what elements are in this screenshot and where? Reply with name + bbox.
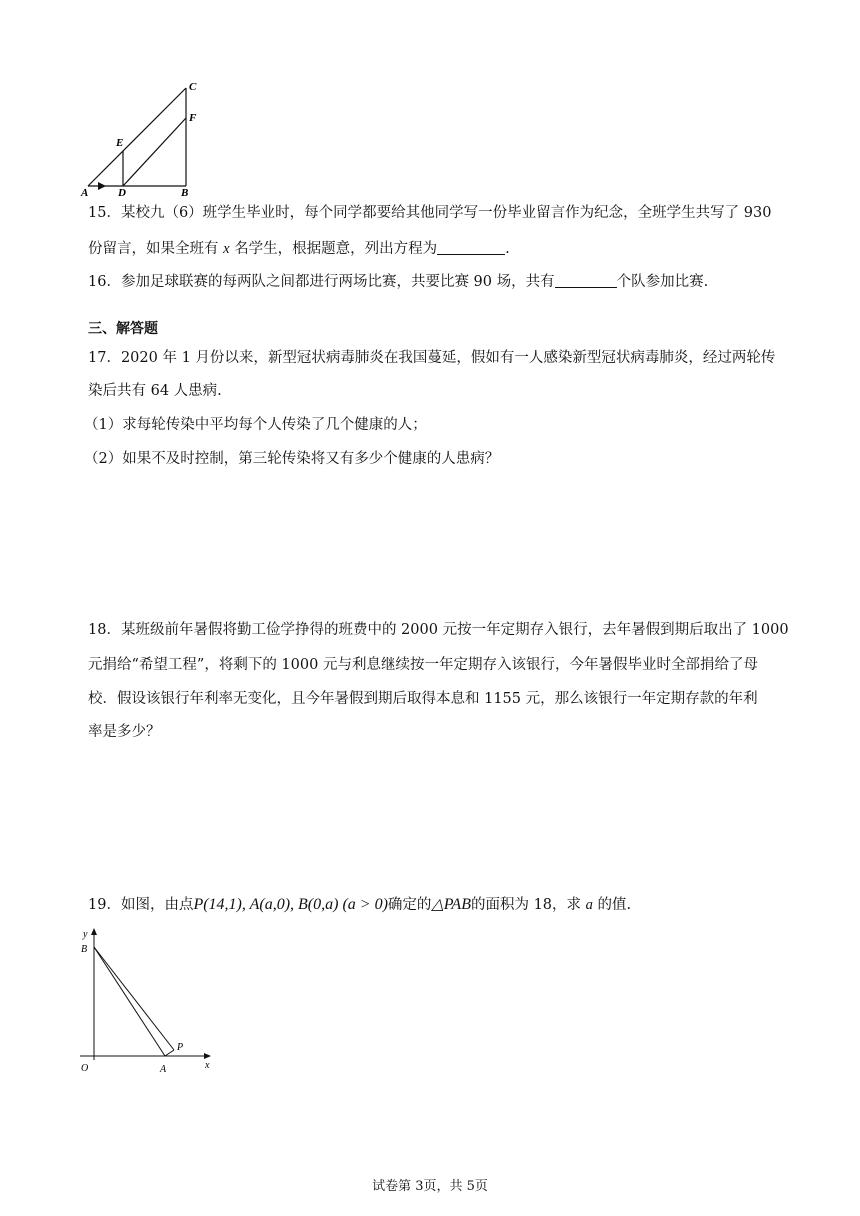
q19-var-a: a	[585, 897, 593, 913]
q16-text-pre: 16．参加足球联赛的每两队之间都进行两场比赛，共要比赛 90 场，共有	[88, 274, 555, 290]
label-b: B	[181, 187, 189, 199]
label-o: O	[81, 1063, 89, 1074]
q18-line3: 校．假设该银行年利率无变化，且今年暑假到期后取得本息和 1155 元，那么该银行一年定期存款的年利	[88, 691, 758, 707]
q17-part1: （1）求每轮传染中平均每个人传染了几个健康的人；	[84, 417, 427, 433]
label-a: A	[160, 1064, 167, 1075]
q17-part2: （2）如果不及时控制，第三轮传染将又有多少个健康的人患病？	[84, 451, 500, 467]
q15-var-x: x	[223, 241, 230, 257]
q16-line	[88, 272, 708, 292]
section-heading: 三、解答题	[88, 321, 158, 337]
label-p: P	[177, 1042, 184, 1053]
q19-text-post: 的面积为 18，求	[470, 897, 586, 913]
q15-text-2b: 名学生，根据题意，列出方程为	[229, 241, 438, 257]
q19-text-pre: 19．如图，由点	[88, 897, 194, 913]
q18-line4: 率是多少？	[88, 724, 161, 740]
segment-df	[123, 118, 186, 186]
figure-coordinate-plane	[76, 926, 222, 1078]
label-a: A	[81, 187, 89, 199]
q19-text-end: 的值.	[592, 897, 632, 913]
label-x: x	[205, 1060, 210, 1071]
q19-formula: P(14,1), A(a,0), B(0,a) (a > 0)	[193, 896, 388, 913]
q18-line2: 元捐给“希望工程”，将剩下的 1000 元与利息继续按一年定期存入该银行，今年暑假毕业时全部捐给了母	[88, 657, 758, 673]
q19-text-mid: 确定的	[387, 897, 432, 913]
q15-text-2c: .	[505, 241, 510, 257]
q19-line	[88, 895, 631, 915]
q15-line2	[88, 239, 510, 259]
q15-answer-blank[interactable]	[437, 240, 505, 255]
label-d: D	[118, 187, 126, 199]
label-y: y	[83, 929, 88, 940]
q16-text-post: 个队参加比赛.	[616, 274, 709, 290]
label-e: E	[116, 137, 124, 149]
y-axis-arrow	[91, 928, 97, 935]
q15-text-1: 15．某校九（6）班学生毕业时，每个同学都要给其他同学写一份毕业留言作为纪念，全班学生共写了 930	[88, 205, 772, 221]
arrow-marker	[98, 182, 106, 190]
q15-text-2a: 份留言，如果全班有	[88, 241, 224, 257]
q17-line2: 染后共有 64 人患病.	[88, 383, 222, 399]
q18-line1: 18．某班级前年暑假将勤工俭学挣得的班费中的 2000 元按一年定期存入银行，去年暑假到期后取出了 1000	[88, 622, 789, 638]
segment-bp	[94, 947, 174, 1050]
q15-line1	[88, 203, 771, 223]
q16-answer-blank[interactable]	[555, 273, 617, 288]
figure-triangle-abc	[78, 78, 208, 200]
x-axis-arrow	[204, 1053, 211, 1059]
label-f: F	[189, 112, 197, 124]
segment-ap	[165, 1050, 174, 1056]
page-footer: 试卷第 3页，共 5页	[372, 1179, 488, 1194]
q17-line1: 17．2020 年 1 月份以来，新型冠状病毒肺炎在我国蔓延，假如有一人感染新型冠状病毒肺炎，经过两轮传	[88, 350, 776, 366]
label-b: B	[81, 944, 88, 955]
label-c: C	[189, 81, 197, 93]
segment-ba	[94, 947, 165, 1056]
q19-triangle: △PAB	[431, 896, 471, 913]
